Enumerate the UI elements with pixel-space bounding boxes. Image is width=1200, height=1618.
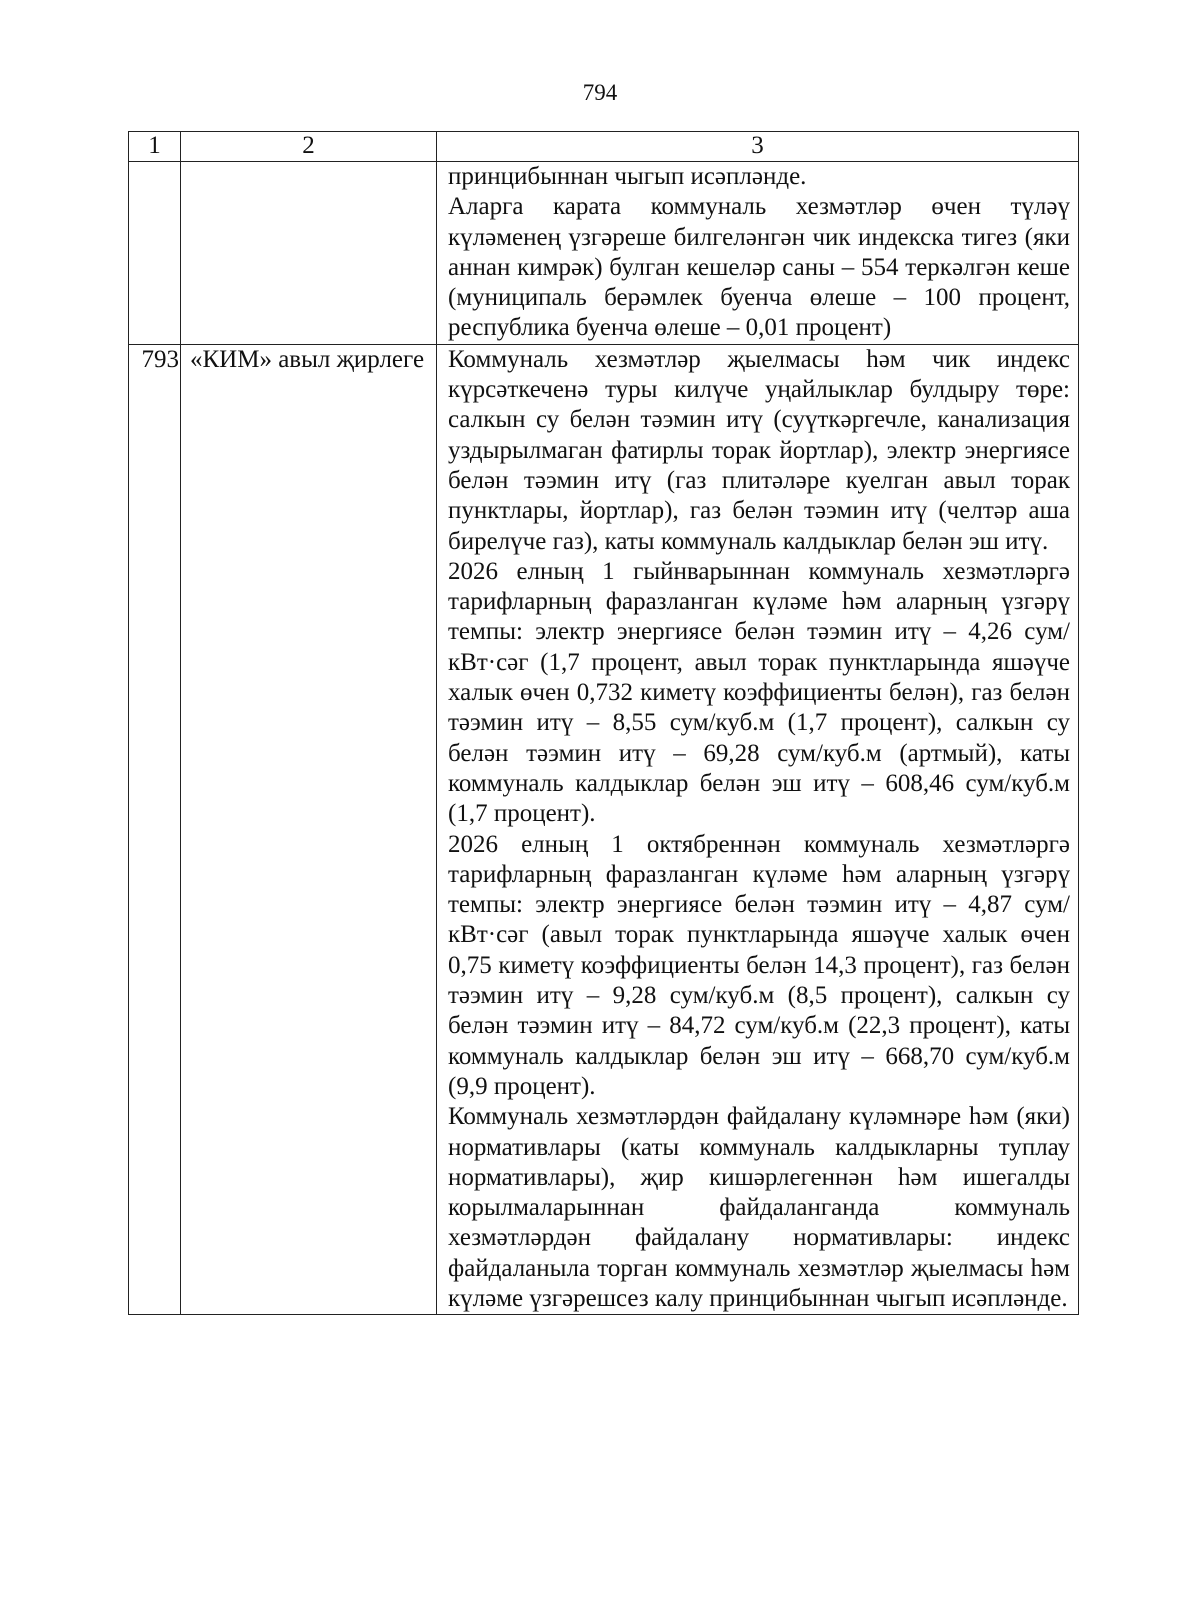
settlement-name-cell xyxy=(181,162,437,345)
page-number: 794 xyxy=(582,80,618,105)
description-paragraph: 2026 елның 1 октябреннән коммуналь хезмәтләргә тарифларның фаразланган күләме һәм аларның үзгәрү темпы: электр энергиясе белән тәэмин итү – 4,87 сум/кВт·сәг (авыл торак пунктларында яшәүче халык өчен 0,75 киметү коэффициенты белән 14,3 процент), газ белән тәэмин итү – 9,28 сум/куб.м (8,5 процент), салкын су белән тәэмин итү – 84,72 сум/куб.м (22,3 процент), каты коммуналь калдыклар белән эш итү – 668,70 сум/куб.м (9,9 процент). xyxy=(448,830,1070,1100)
row-number-cell xyxy=(129,162,181,345)
column-header-2: 2 xyxy=(181,132,437,162)
description-paragraph: Коммуналь хезмәтләрдән файдалану күләмнәре һәм (яки) нормативлары (каты коммуналь калдыкларны туплау нормативлары), җир кишәрлегеннән һәм ишегалды корылмаларыннан файдаланганда коммуналь хезмәтләрдән файдалану нормативлары: индекс файдаланыла торган коммуналь хезмәтләр җыелмасы һәм күләме үзгәрешсез калу принцибыннан чыгып исәпләнде. xyxy=(448,1103,1070,1312)
row-number-cell: 793 xyxy=(129,344,181,1315)
description-paragraph: 2026 елның 1 гыйнварыннан коммуналь хезмәтләргә тарифларның фаразланган күләме һәм аларның үзгәрү темпы: электр энергиясе белән тәэмин итү – 4,26 сум/кВт·сәг (1,7 процент, авыл торак пунктларында яшәүче халык өчен 0,732 киметү коэффициенты белән), газ белән тәэмин итү – 8,55 сум/куб.м (1,7 процент), салкын су белән тәэмин итү – 69,28 сум/куб.м (артмый), каты коммуналь калдыклар белән эш итү – 608,46 сум/куб.м (1,7 процент). xyxy=(448,557,1070,828)
data-table xyxy=(128,131,1079,1315)
table-row xyxy=(129,162,1079,345)
table-header-row xyxy=(129,132,1079,162)
description-paragraph: Коммуналь хезмәтләр җыелмасы һәм чик индекс күрсәткеченә туры килүче уңайлыклар булдыру төре: салкын су белән тәэмин итү (суүткәргечле, канализация уздырылмаган фатирлы торак йортлар), электр энергиясе белән тәэмин итү (газ плитәләре куелган авыл торак пунктлары, йортлар), газ белән тәэмин итү (челтәр аша бирелүче газ), каты коммуналь калдыклар белән эш итү. xyxy=(448,345,1070,555)
description-cell xyxy=(437,344,1079,1315)
description-paragraph: Аларга карата коммуналь хезмәтләр өчен түләү күләменең үзгәреше билгеләнгән чик индекска тигез (яки аннан кимрәк) булган кешеләр саны – 554 теркәлгән кеше (муниципаль берәмлек буенча өлеше – 100 процент, республика буенча өлеше – 0,01 процент) xyxy=(448,193,1070,342)
column-header-1: 1 xyxy=(129,132,181,162)
description-cell xyxy=(437,162,1079,345)
column-header-3: 3 xyxy=(437,132,1079,162)
description-paragraph: принцибыннан чыгып исәпләнде. xyxy=(448,163,807,190)
table-row xyxy=(129,344,1079,1315)
settlement-name-cell: «КИМ» авыл җирлеге xyxy=(181,344,437,1315)
